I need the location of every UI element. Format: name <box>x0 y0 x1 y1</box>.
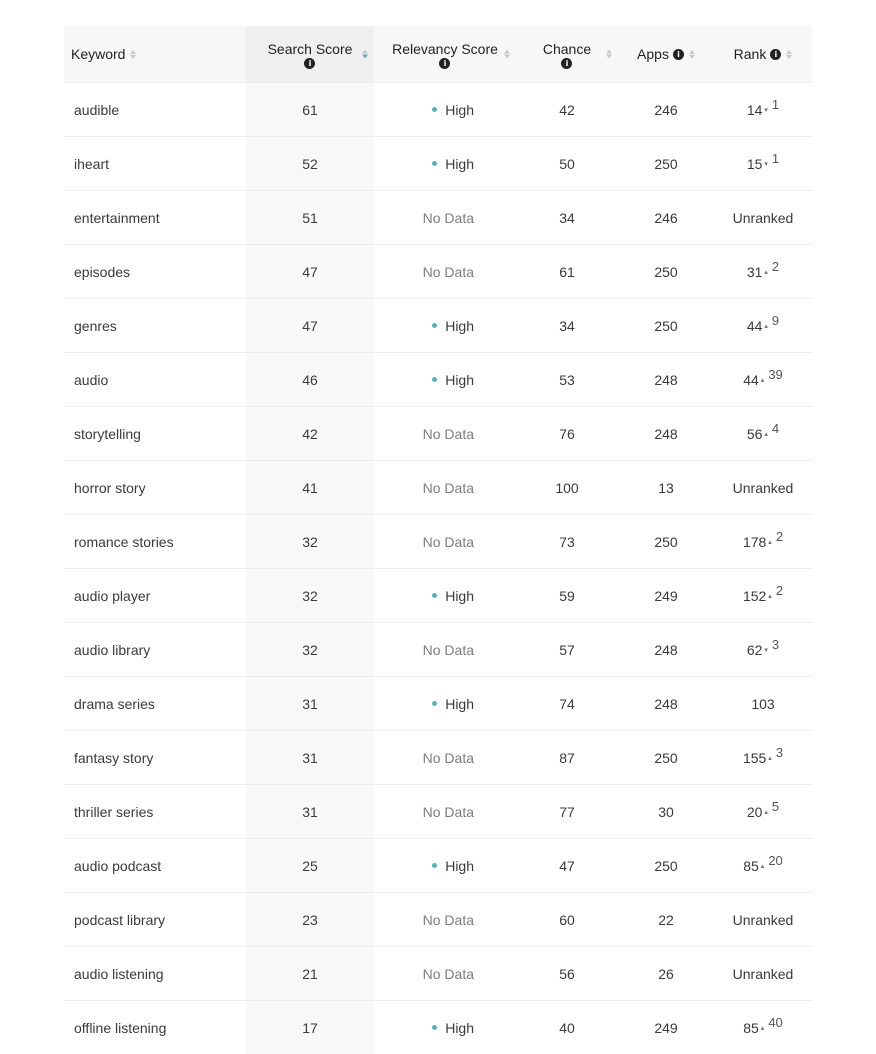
keyword-cell[interactable]: episodes <box>64 245 246 299</box>
rank-value: Unranked <box>733 966 794 982</box>
rank-change-value: 2 <box>772 259 779 274</box>
keyword-cell[interactable]: drama series <box>64 677 246 731</box>
rank-change-value: 1 <box>772 151 779 166</box>
table-row[interactable] <box>64 191 812 245</box>
apps-cell: 249 <box>618 1001 714 1054</box>
relevancy-score-value: High <box>445 1020 474 1036</box>
keyword-cell[interactable]: fantasy story <box>64 731 246 785</box>
table-row[interactable] <box>64 677 812 731</box>
table-row[interactable] <box>64 83 812 137</box>
sort-descending-icon[interactable] <box>362 50 368 59</box>
search-score-cell: 46 <box>246 353 374 407</box>
rank-change-value: 4 <box>772 421 779 436</box>
chance-cell: 50 <box>516 137 618 191</box>
apps-cell: 248 <box>618 623 714 677</box>
relevancy-score-value: High <box>445 156 474 172</box>
relevancy-score-cell <box>374 677 516 731</box>
search-score-cell: 52 <box>246 137 374 191</box>
rank-cell <box>714 569 812 623</box>
rank-cell <box>714 245 812 299</box>
table-row[interactable] <box>64 137 812 191</box>
rank-change-arrow-icon: ▴ <box>761 863 765 870</box>
search-score-cell: 32 <box>246 515 374 569</box>
chance-cell: 34 <box>516 299 618 353</box>
rank-cell <box>714 461 812 515</box>
rank-change-arrow-icon: ▴ <box>764 431 768 438</box>
info-icon[interactable]: i <box>439 58 450 69</box>
info-icon[interactable]: i <box>673 49 684 60</box>
relevancy-score-cell <box>374 461 516 515</box>
rank-change-arrow-icon: ▾ <box>764 107 768 114</box>
search-score-cell: 31 <box>246 731 374 785</box>
relevancy-score-cell <box>374 623 516 677</box>
rank-value: 155 <box>743 750 766 766</box>
search-score-cell: 25 <box>246 839 374 893</box>
rank-cell <box>714 785 812 839</box>
relevancy-score-cell <box>374 515 516 569</box>
rank-value: Unranked <box>733 912 794 928</box>
rank-change-arrow-icon: ▴ <box>768 755 772 762</box>
table-row[interactable] <box>64 731 812 785</box>
chance-cell: 59 <box>516 569 618 623</box>
search-score-cell: 32 <box>246 569 374 623</box>
relevancy-score-cell <box>374 785 516 839</box>
table-row[interactable] <box>64 245 812 299</box>
apps-cell: 250 <box>618 245 714 299</box>
relevancy-score-value: High <box>445 102 474 118</box>
apps-cell: 30 <box>618 785 714 839</box>
rank-cell <box>714 299 812 353</box>
table-row[interactable] <box>64 1001 812 1054</box>
column-header-relevancy-score-label: Relevancy Score <box>392 40 498 58</box>
relevancy-dot-icon <box>432 161 437 166</box>
relevancy-score-value: No Data <box>423 534 474 550</box>
search-score-cell: 17 <box>246 1001 374 1054</box>
rank-value: 15 <box>747 156 763 172</box>
chance-cell: 73 <box>516 515 618 569</box>
rank-change-value: 40 <box>768 1015 782 1030</box>
relevancy-dot-icon <box>432 377 437 382</box>
relevancy-dot-icon <box>432 701 437 706</box>
rank-change-arrow-icon: ▴ <box>768 593 772 600</box>
relevancy-score-cell <box>374 407 516 461</box>
sort-icon[interactable] <box>504 50 510 59</box>
table-row[interactable] <box>64 569 812 623</box>
rank-value: 85 <box>743 858 759 874</box>
apps-cell: 22 <box>618 893 714 947</box>
column-header-apps[interactable] <box>618 26 714 83</box>
search-score-cell: 23 <box>246 893 374 947</box>
rank-value: Unranked <box>733 210 794 226</box>
rank-value: 178 <box>743 534 766 550</box>
rank-value: 44 <box>747 318 763 334</box>
relevancy-score-cell <box>374 1001 516 1054</box>
relevancy-score-cell <box>374 299 516 353</box>
rank-change-arrow-icon: ▴ <box>764 323 768 330</box>
rank-cell <box>714 191 812 245</box>
rank-change-value: 2 <box>776 529 783 544</box>
relevancy-score-cell <box>374 83 516 137</box>
table-row[interactable] <box>64 893 812 947</box>
relevancy-score-cell <box>374 731 516 785</box>
rank-change-arrow-icon: ▴ <box>761 377 765 384</box>
rank-cell <box>714 515 812 569</box>
apps-cell: 249 <box>618 569 714 623</box>
apps-cell: 13 <box>618 461 714 515</box>
chance-cell: 74 <box>516 677 618 731</box>
relevancy-score-value: No Data <box>423 912 474 928</box>
keyword-cell[interactable]: audible <box>64 83 246 137</box>
search-score-cell: 31 <box>246 785 374 839</box>
relevancy-dot-icon <box>432 107 437 112</box>
apps-cell: 250 <box>618 731 714 785</box>
relevancy-score-cell <box>374 245 516 299</box>
rank-cell <box>714 947 812 1001</box>
chance-cell: 87 <box>516 731 618 785</box>
relevancy-score-value: No Data <box>423 804 474 820</box>
apps-cell: 250 <box>618 137 714 191</box>
relevancy-score-value: No Data <box>423 480 474 496</box>
rank-cell <box>714 407 812 461</box>
apps-cell: 246 <box>618 83 714 137</box>
keyword-cell[interactable]: iheart <box>64 137 246 191</box>
rank-cell <box>714 839 812 893</box>
rank-change-arrow-icon: ▴ <box>764 269 768 276</box>
rank-change-arrow-icon: ▴ <box>768 539 772 546</box>
rank-value: 20 <box>747 804 763 820</box>
relevancy-score-value: High <box>445 372 474 388</box>
column-header-rank-label: Rank <box>734 46 767 62</box>
rank-change-arrow-icon: ▴ <box>761 1025 765 1032</box>
keyword-cell[interactable]: audio <box>64 353 246 407</box>
chance-cell: 60 <box>516 893 618 947</box>
relevancy-score-value: No Data <box>423 642 474 658</box>
chance-cell: 42 <box>516 83 618 137</box>
rank-cell <box>714 731 812 785</box>
rank-cell <box>714 353 812 407</box>
column-header-chance-label: Chance <box>543 40 591 58</box>
table-row[interactable] <box>64 515 812 569</box>
relevancy-dot-icon <box>432 1025 437 1030</box>
rank-change-value: 1 <box>772 97 779 112</box>
keyword-cell[interactable]: offline listening <box>64 1001 246 1054</box>
column-header-search-score[interactable] <box>246 26 374 83</box>
relevancy-score-cell <box>374 839 516 893</box>
keyword-cell[interactable]: thriller series <box>64 785 246 839</box>
keyword-cell[interactable]: audio podcast <box>64 839 246 893</box>
apps-cell: 248 <box>618 677 714 731</box>
search-score-cell: 47 <box>246 299 374 353</box>
relevancy-score-cell <box>374 353 516 407</box>
relevancy-score-cell <box>374 947 516 1001</box>
relevancy-dot-icon <box>432 863 437 868</box>
rank-change-value: 5 <box>772 799 779 814</box>
relevancy-score-value: High <box>445 858 474 874</box>
table-row[interactable] <box>64 947 812 1001</box>
chance-cell: 34 <box>516 191 618 245</box>
relevancy-score-value: No Data <box>423 426 474 442</box>
rank-change-value: 9 <box>772 313 779 328</box>
chance-cell: 56 <box>516 947 618 1001</box>
column-header-rank[interactable] <box>714 26 812 83</box>
chance-cell: 76 <box>516 407 618 461</box>
search-score-cell: 31 <box>246 677 374 731</box>
sort-icon[interactable] <box>786 50 792 59</box>
search-score-cell: 41 <box>246 461 374 515</box>
column-header-chance[interactable] <box>516 26 618 83</box>
keyword-cell[interactable]: podcast library <box>64 893 246 947</box>
rank-value: Unranked <box>733 480 794 496</box>
rank-cell <box>714 83 812 137</box>
column-header-keyword-label: Keyword <box>71 46 125 62</box>
rank-cell <box>714 893 812 947</box>
relevancy-score-cell <box>374 137 516 191</box>
rank-change-value: 39 <box>768 367 782 382</box>
apps-cell: 250 <box>618 839 714 893</box>
rank-value: 85 <box>743 1020 759 1036</box>
table-body <box>64 83 812 1054</box>
sort-icon[interactable] <box>130 50 136 59</box>
search-score-cell: 42 <box>246 407 374 461</box>
table-row[interactable] <box>64 839 812 893</box>
table-row[interactable] <box>64 461 812 515</box>
rank-change-value: 20 <box>768 853 782 868</box>
rank-cell <box>714 137 812 191</box>
apps-cell: 248 <box>618 407 714 461</box>
column-header-apps-label: Apps <box>637 46 669 62</box>
info-icon[interactable]: i <box>561 58 572 69</box>
keyword-cell[interactable]: horror story <box>64 461 246 515</box>
column-header-search-score-label: Search Score <box>268 40 353 58</box>
relevancy-score-cell <box>374 191 516 245</box>
apps-cell: 26 <box>618 947 714 1001</box>
chance-cell: 57 <box>516 623 618 677</box>
rank-change-value: 3 <box>772 637 779 652</box>
info-icon[interactable]: i <box>770 49 781 60</box>
apps-cell: 250 <box>618 299 714 353</box>
search-score-cell: 32 <box>246 623 374 677</box>
keyword-cell[interactable]: audio player <box>64 569 246 623</box>
apps-cell: 246 <box>618 191 714 245</box>
info-icon[interactable]: i <box>304 58 315 69</box>
relevancy-score-value: High <box>445 588 474 604</box>
rank-cell <box>714 623 812 677</box>
search-score-cell: 47 <box>246 245 374 299</box>
table-header-row <box>64 26 812 83</box>
rank-change-value: 3 <box>776 745 783 760</box>
relevancy-dot-icon <box>432 323 437 328</box>
relevancy-score-value: No Data <box>423 210 474 226</box>
relevancy-score-value: High <box>445 696 474 712</box>
rank-value: 56 <box>747 426 763 442</box>
keyword-table-container <box>64 26 812 1054</box>
rank-change-arrow-icon: ▾ <box>764 161 768 168</box>
table-row[interactable] <box>64 299 812 353</box>
rank-value: 62 <box>747 642 763 658</box>
chance-cell: 100 <box>516 461 618 515</box>
chance-cell: 40 <box>516 1001 618 1054</box>
keyword-cell[interactable]: audio listening <box>64 947 246 1001</box>
table-row[interactable] <box>64 785 812 839</box>
table-row[interactable] <box>64 623 812 677</box>
chance-cell: 77 <box>516 785 618 839</box>
keyword-table <box>64 26 812 1054</box>
table-row[interactable] <box>64 407 812 461</box>
chance-cell: 61 <box>516 245 618 299</box>
chance-cell: 47 <box>516 839 618 893</box>
rank-value: 14 <box>747 102 763 118</box>
rank-change-value: 2 <box>776 583 783 598</box>
keyword-cell[interactable]: entertainment <box>64 191 246 245</box>
column-header-relevancy-score[interactable] <box>374 26 516 83</box>
keyword-cell[interactable]: romance stories <box>64 515 246 569</box>
relevancy-score-value: No Data <box>423 750 474 766</box>
table-row[interactable] <box>64 353 812 407</box>
relevancy-score-value: No Data <box>423 966 474 982</box>
search-score-cell: 21 <box>246 947 374 1001</box>
rank-value: 103 <box>751 696 774 712</box>
chance-cell: 53 <box>516 353 618 407</box>
search-score-cell: 51 <box>246 191 374 245</box>
keyword-cell[interactable]: audio library <box>64 623 246 677</box>
rank-change-arrow-icon: ▾ <box>764 647 768 654</box>
rank-change-arrow-icon: ▴ <box>764 809 768 816</box>
rank-cell <box>714 1001 812 1054</box>
keyword-cell[interactable]: genres <box>64 299 246 353</box>
relevancy-dot-icon <box>432 593 437 598</box>
rank-value: 44 <box>743 372 759 388</box>
keyword-cell[interactable]: storytelling <box>64 407 246 461</box>
rank-value: 31 <box>747 264 763 280</box>
relevancy-score-value: No Data <box>423 264 474 280</box>
rank-cell <box>714 677 812 731</box>
rank-value: 152 <box>743 588 766 604</box>
relevancy-score-cell <box>374 893 516 947</box>
relevancy-score-value: High <box>445 318 474 334</box>
apps-cell: 248 <box>618 353 714 407</box>
sort-icon[interactable] <box>689 50 695 59</box>
apps-cell: 250 <box>618 515 714 569</box>
sort-icon[interactable] <box>606 50 612 59</box>
search-score-cell: 61 <box>246 83 374 137</box>
relevancy-score-cell <box>374 569 516 623</box>
column-header-keyword[interactable] <box>64 26 246 83</box>
